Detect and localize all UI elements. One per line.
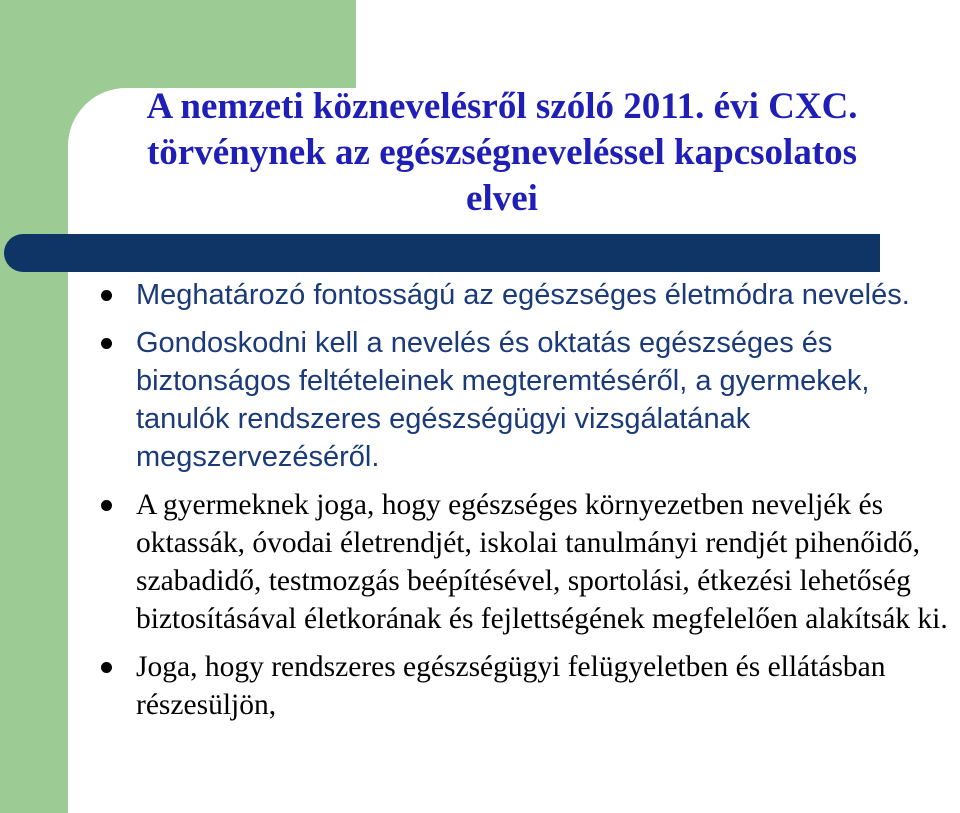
bullet-item-3 xyxy=(0,486,960,638)
slide-title: A nemzeti köznevelésről szóló 2011. évi CXC. törvénynek az egészségneveléssel kapcsolatos elvei xyxy=(146,86,858,219)
bullet-icon xyxy=(101,290,112,301)
bullet-item-4 xyxy=(0,648,960,724)
bullet-text: Meghatározó fontosságú az egészséges életmódra nevelés. xyxy=(136,279,910,311)
bullet-icon xyxy=(101,338,112,349)
bullet-icon xyxy=(101,500,112,511)
bullet-text: Gondoskodni kell a nevelés és oktatás egészséges és biztonságos feltételeinek megteremtéséről, a gyermekek, tanulók rendszeres egészségügyi vizsgálatának megszervezéséről. xyxy=(136,327,870,473)
bullet-list xyxy=(0,276,960,734)
bullet-item-1 xyxy=(0,276,960,314)
title-divider-bar xyxy=(4,234,880,272)
bullet-item-2 xyxy=(0,324,960,476)
bullet-text: Joga, hogy rendszeres egészségügyi felügyeletben és ellátásban részesüljön, xyxy=(136,651,886,721)
bullet-text: A gyermeknek joga, hogy egészséges környezetben neveljék és oktassák, óvodai életrendjét, iskolai tanulmányi rendjét pihenőidő, szabadidő, testmozgás beépítésével, sportolási, étkezési lehetőség biztosításával életkorának és fejlettségének megfelelően alakítsák ki. xyxy=(136,489,948,635)
bullet-icon xyxy=(101,662,112,673)
